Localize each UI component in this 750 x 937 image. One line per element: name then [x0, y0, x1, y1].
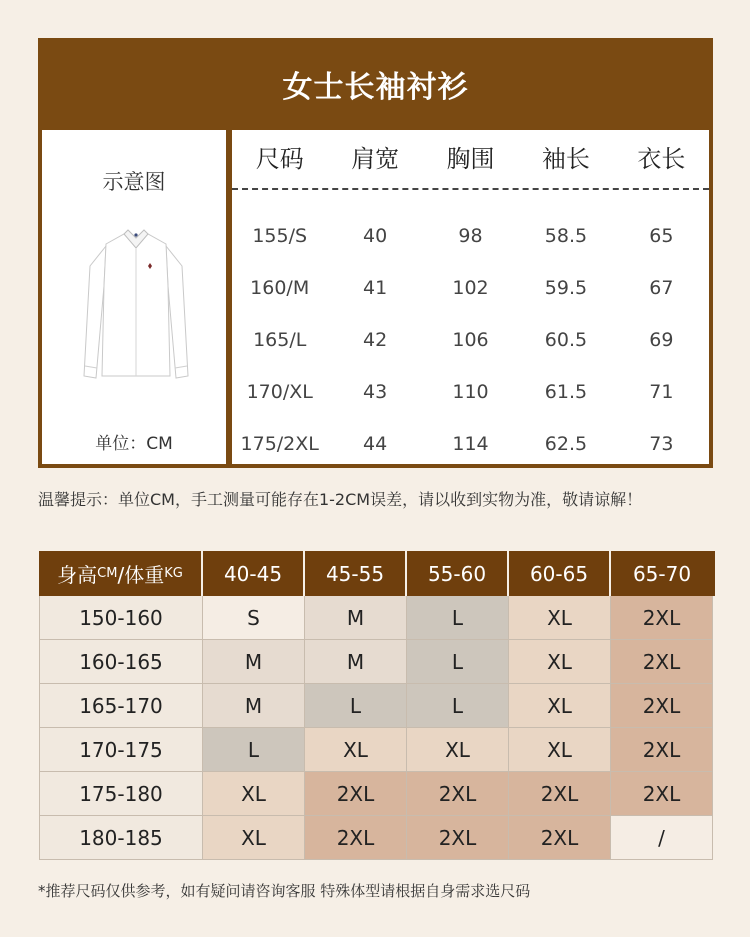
size-chart-card: [38, 38, 713, 468]
size-table-cell: 58.5: [544, 225, 588, 247]
recommendation-note: *推荐尺码仅供参考，如有疑问请咨询客服 特殊体型请根据自身需求选尺码: [38, 882, 531, 900]
recommended-size-cell: 2XL: [305, 816, 407, 860]
size-table-cell: 69: [649, 329, 674, 351]
size-table-cell: 155/S: [252, 225, 308, 247]
size-chart-title: 女士长袖衬衫: [282, 70, 469, 105]
recommended-size-cell: 2XL: [611, 684, 713, 728]
header-shoulder: 肩宽: [351, 145, 400, 173]
corner-weight-unit: KG: [164, 566, 183, 581]
height-range-cell: 160-165: [39, 640, 203, 684]
size-table-row: [232, 366, 709, 418]
grid-row: [39, 816, 715, 860]
size-table-cell: 110: [452, 381, 489, 403]
size-table-cell: 73: [649, 433, 674, 455]
header-chest: 胸围: [446, 145, 495, 173]
size-table-cell: 41: [363, 277, 388, 299]
size-table-row: [232, 314, 709, 366]
recommended-size-cell: L: [407, 684, 509, 728]
recommended-size-cell: L: [407, 640, 509, 684]
size-table-cell: 71: [649, 381, 674, 403]
recommended-size-cell: 2XL: [305, 772, 407, 816]
grid-row: [39, 684, 715, 728]
size-table-cell: 160/M: [250, 277, 310, 299]
grid-header: [39, 551, 715, 596]
recommended-size-cell: XL: [305, 728, 407, 772]
recommended-size-cell: 2XL: [509, 772, 611, 816]
size-table-cell: 114: [452, 433, 489, 455]
recommended-size-cell: M: [305, 596, 407, 640]
recommended-size-cell: 2XL: [407, 816, 509, 860]
weight-header: 45-55: [305, 551, 407, 596]
size-table-cell: 43: [363, 381, 388, 403]
size-table-cell: 67: [649, 277, 674, 299]
recommended-size-cell: 2XL: [611, 596, 713, 640]
grid-row: [39, 640, 715, 684]
header-sleeve: 袖长: [541, 145, 590, 173]
size-table-cell: 60.5: [544, 329, 588, 351]
grid-row: [39, 728, 715, 772]
size-table-cell: 106: [452, 329, 489, 351]
size-table-cell: 59.5: [544, 277, 588, 299]
grid-body: [39, 596, 715, 860]
size-table-row: [232, 418, 709, 470]
corner-weight: /体重: [117, 563, 165, 587]
recommended-size-cell: M: [203, 640, 305, 684]
size-table-row: [232, 262, 709, 314]
recommended-size-cell: M: [305, 640, 407, 684]
size-table-cell: 65: [649, 225, 674, 247]
recommended-size-cell: XL: [407, 728, 509, 772]
weight-header: 60-65: [509, 551, 611, 596]
recommended-size-cell: XL: [509, 684, 611, 728]
recommended-size-cell: 2XL: [611, 728, 713, 772]
size-table: [232, 130, 709, 464]
recommended-size-cell: XL: [509, 728, 611, 772]
grid-row: [39, 772, 715, 816]
size-table-cell: 44: [363, 433, 388, 455]
size-table-cell: 175/2XL: [240, 433, 319, 455]
recommended-size-cell: XL: [509, 596, 611, 640]
height-range-cell: 170-175: [39, 728, 203, 772]
diagram-panel: [42, 130, 226, 464]
size-table-cell: 170/XL: [246, 381, 313, 403]
weight-header: 40-45: [203, 551, 305, 596]
recommended-size-cell: M: [203, 684, 305, 728]
corner-height: 身高: [57, 563, 98, 587]
recommended-size-cell: L: [305, 684, 407, 728]
size-table-cell: 102: [452, 277, 489, 299]
recommended-size-cell: XL: [509, 640, 611, 684]
recommended-size-cell: 2XL: [611, 640, 713, 684]
size-table-cell: 42: [363, 329, 388, 351]
recommended-size-cell: L: [407, 596, 509, 640]
size-table-row: [232, 210, 709, 262]
recommended-size-cell: 2XL: [611, 772, 713, 816]
height-range-cell: 165-170: [39, 684, 203, 728]
weight-header: 65-70: [632, 561, 692, 586]
recommended-size-cell: S: [203, 596, 305, 640]
height-range-cell: 150-160: [39, 596, 203, 640]
unit-label: 单位：CM: [95, 434, 173, 454]
size-table-cell: 165/L: [253, 329, 307, 351]
recommended-size-cell: 2XL: [407, 772, 509, 816]
height-range-cell: 180-185: [39, 816, 203, 860]
height-range-cell: 175-180: [39, 772, 203, 816]
size-table-cell: 98: [458, 225, 483, 247]
header-divider: [232, 188, 709, 190]
recommended-size-cell: L: [203, 728, 305, 772]
size-table-header: [232, 130, 709, 188]
recommended-size-cell: XL: [203, 816, 305, 860]
diagram-label: 示意图: [102, 170, 166, 194]
size-table-cell: 61.5: [544, 381, 588, 403]
recommended-size-cell: XL: [203, 772, 305, 816]
shirt-image: [80, 226, 192, 386]
grid-row: [39, 596, 715, 640]
size-recommendation-grid: [39, 551, 715, 860]
measurement-note: 温馨提示：单位CM，手工测量可能存在1-2CM误差，请以收到实物为准，敬请谅解！: [38, 490, 643, 509]
recommended-size-cell: 2XL: [509, 816, 611, 860]
header-size: 尺码: [255, 145, 304, 173]
weight-header: 55-60: [407, 551, 509, 596]
size-table-body: [232, 210, 709, 470]
grid-corner-label: [39, 551, 203, 596]
recommended-size-cell: /: [611, 816, 713, 860]
size-table-cell: 40: [363, 225, 388, 247]
header-length: 衣长: [637, 145, 686, 173]
corner-height-unit: CM: [97, 566, 118, 581]
size-table-cell: 62.5: [544, 433, 588, 455]
